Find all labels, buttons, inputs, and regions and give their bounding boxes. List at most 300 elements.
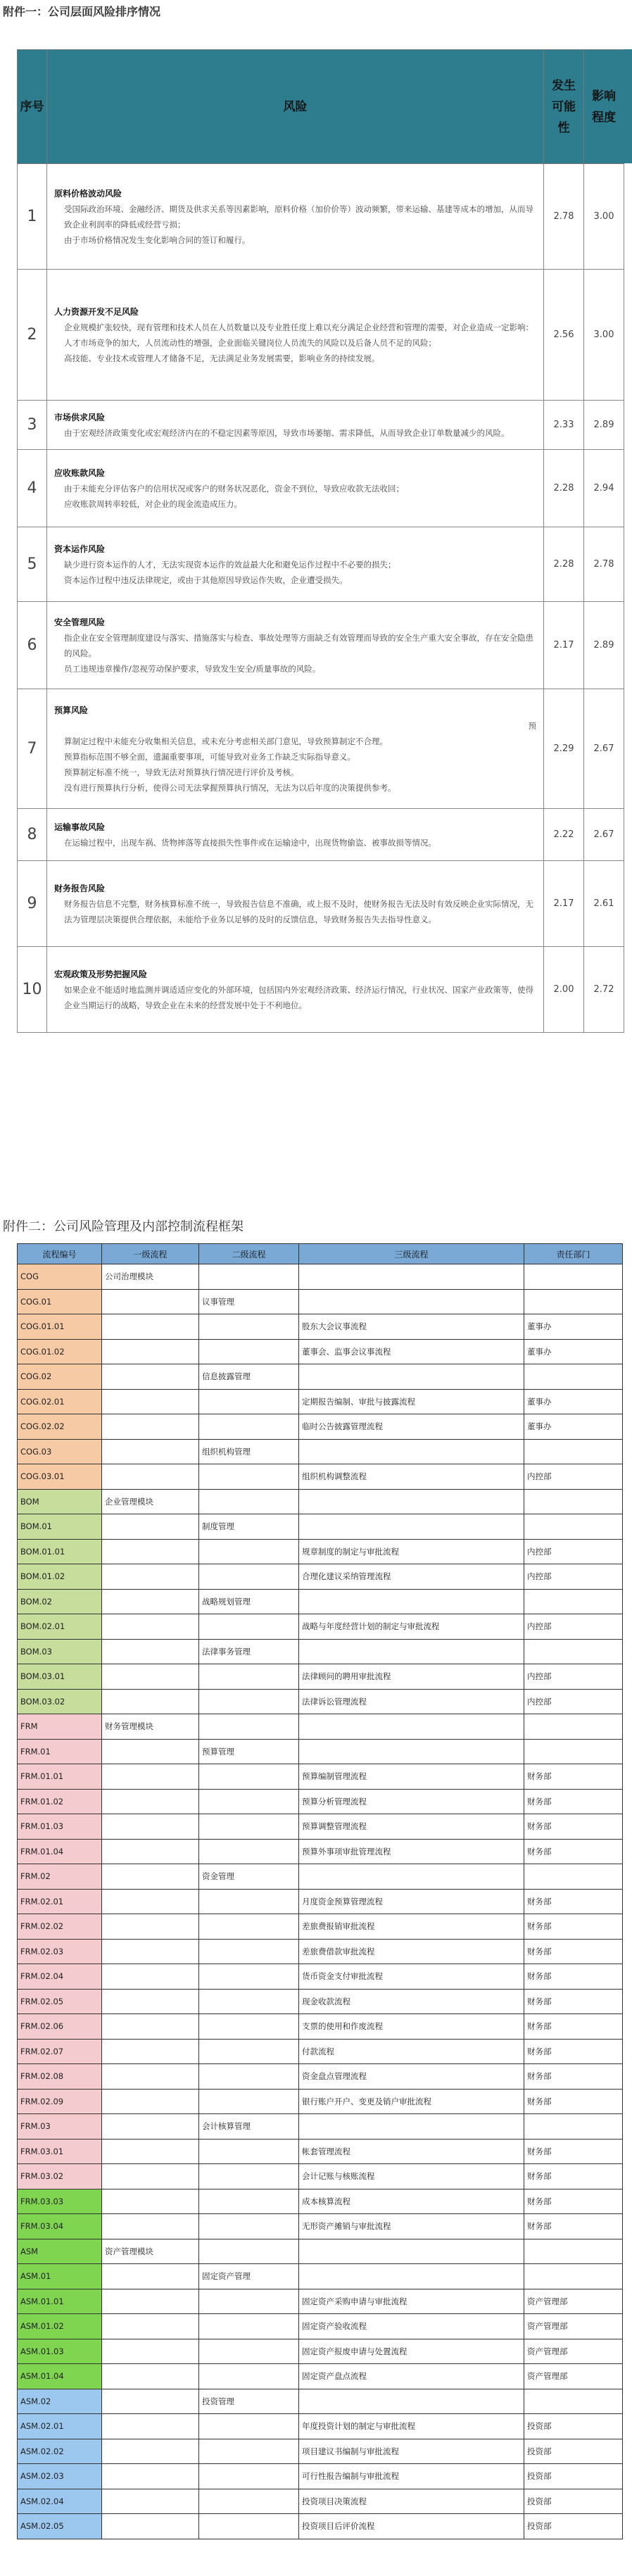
process-level1: [102, 1964, 199, 1990]
process-code: COG.01.02: [18, 1339, 102, 1364]
header-no: 序号: [18, 50, 47, 164]
process-dept: 财务部: [524, 1789, 623, 1814]
risk-detail-line: 企业规模扩张较快，现有管理和技术人员在人员数量以及专业胜任度上难以充分满足企业经营和管理的需要，对企业造成一定影响：: [64, 322, 533, 332]
process-dept: [524, 1514, 623, 1540]
process-level3: 支票的使用和作废流程: [299, 2014, 524, 2040]
process-level2: [199, 1764, 299, 1790]
process-dept: 内控部: [524, 1689, 623, 1714]
process-row: [18, 1939, 623, 1964]
process-level3: 临时公告披露管理流程: [299, 1414, 524, 1440]
process-row: [18, 1839, 623, 1864]
process-code: ASM.02.01: [18, 2414, 102, 2439]
process-level1: [102, 1689, 199, 1714]
risk-detail-line: 如果企业不能适时地监测并调适适应变化的外部环境，包括国内外宏观经济政策、经济运行情况，行业状况、国家产业政策等，使得企业当期运行的战略，导致企业在未来的经营发展中处于不利地位。: [64, 984, 533, 1010]
process-level2: [199, 1539, 299, 1564]
process-level1: [102, 1914, 199, 1940]
process-row: [18, 1964, 623, 1990]
process-row: [18, 2189, 623, 2214]
process-level1: [102, 1389, 199, 1414]
process-level3: 银行账户开户、变更及销户审批流程: [299, 2089, 524, 2114]
process-level1: 资产管理模块: [102, 2239, 199, 2264]
header-impact: 影响程度: [584, 50, 624, 164]
risk-no: 4: [18, 450, 47, 527]
risk-row: [18, 809, 624, 861]
process-level2: [199, 2189, 299, 2214]
risk-no: 7: [18, 689, 47, 809]
process-level2: [199, 2364, 299, 2389]
process-row: [18, 2264, 623, 2289]
process-row: [18, 2289, 623, 2314]
process-level3: [299, 2239, 524, 2264]
process-dept: [524, 1489, 623, 1514]
process-level3: 项目建议书编制与审批流程: [299, 2439, 524, 2464]
process-code: ASM.02: [18, 2389, 102, 2414]
process-row: [18, 1989, 623, 2014]
process-level3: 年度投资计划的制定与审批流程: [299, 2414, 524, 2439]
process-level1: [102, 1439, 199, 1464]
process-level3: 组织机构调整流程: [299, 1464, 524, 1490]
header-dept: 责任部门: [524, 1244, 623, 1264]
process-level3: [299, 1439, 524, 1464]
process-level1: [102, 2489, 199, 2514]
process-code: FRM.03: [18, 2114, 102, 2140]
process-row: [18, 2164, 623, 2189]
process-code: COG.03: [18, 1439, 102, 1464]
header-level1: 一级流程: [102, 1244, 199, 1264]
process-level2: [199, 2439, 299, 2464]
process-level1: [102, 1314, 199, 1340]
process-row: [18, 1889, 623, 1914]
risk-row: [18, 270, 624, 401]
risk-detail-line: 人才市场竞争的加大，人员流动性的增强，企业面临关键岗位人员流失的风险以及后备人员不足的风险；: [64, 337, 436, 348]
process-level3: 预算编制管理流程: [299, 1764, 524, 1790]
risk-impact: 3.00: [584, 270, 624, 401]
process-code: BOM.02.01: [18, 1614, 102, 1640]
risk-name: 宏观政策及形势把握风险: [54, 969, 148, 979]
process-dept: [524, 2239, 623, 2264]
process-row: [18, 1589, 623, 1614]
process-level3: [299, 2114, 524, 2140]
process-row: [18, 1914, 623, 1940]
risk-description: [47, 270, 544, 401]
process-level3: 定期报告编制、审批与披露流程: [299, 1389, 524, 1414]
process-table-header: [18, 1244, 623, 1264]
process-code: FRM.02.07: [18, 2039, 102, 2064]
process-row: [18, 2214, 623, 2239]
risk-probability: 2.29: [544, 689, 584, 809]
process-code: FRM.03.01: [18, 2139, 102, 2164]
process-dept: 财务部: [524, 2039, 623, 2064]
risk-impact: 2.61: [584, 861, 624, 947]
process-level2: [199, 1264, 299, 1290]
process-row: [18, 2439, 623, 2464]
process-dept: 投资部: [524, 2514, 623, 2539]
process-level2: 会计核算管理: [199, 2114, 299, 2140]
process-code: ASM: [18, 2239, 102, 2264]
process-code: FRM.03.04: [18, 2214, 102, 2239]
process-level2: 组织机构管理: [199, 1439, 299, 1464]
process-code: ASM.01.03: [18, 2339, 102, 2364]
process-code: ASM.02.03: [18, 2464, 102, 2489]
risk-probability: 2.28: [544, 527, 584, 602]
process-row: [18, 2064, 623, 2090]
process-dept: 内控部: [524, 1564, 623, 1590]
process-code: BOM.01.02: [18, 1564, 102, 1590]
process-dept: 投资部: [524, 2489, 623, 2514]
process-dept: [524, 1864, 623, 1890]
process-level2: [199, 1839, 299, 1864]
process-framework-table: [17, 1243, 623, 2539]
process-dept: [524, 1289, 623, 1314]
process-dept: 董事办: [524, 1314, 623, 1340]
process-level2: 预算管理: [199, 1739, 299, 1764]
process-row: [18, 1289, 623, 1314]
process-dept: 财务部: [524, 2014, 623, 2040]
process-row: [18, 2239, 623, 2264]
process-code: ASM.01: [18, 2264, 102, 2289]
risk-probability: 2.28: [544, 450, 584, 527]
process-level2: [199, 1689, 299, 1714]
risk-description: [47, 164, 544, 270]
process-row: [18, 1539, 623, 1564]
process-level3: 差旅费报销审批流程: [299, 1914, 524, 1940]
risk-description: [47, 947, 544, 1033]
risk-detail-line: 员工违规违章操作/忽视劳动保护要求，导致发生安全/质量事故的风险。: [64, 663, 321, 674]
process-level2: [199, 2339, 299, 2364]
process-level1: [102, 1989, 199, 2014]
process-level1: [102, 2014, 199, 2040]
risk-detail-line: 没有进行预算执行分析，使得公司无法掌握预算执行情况，无法为以后年度的决策提供参考。: [64, 782, 396, 793]
process-row: [18, 2089, 623, 2114]
process-code: FRM.02.04: [18, 1964, 102, 1990]
process-level3: 董事会、监事会议事流程: [299, 1339, 524, 1364]
process-level1: [102, 2364, 199, 2389]
process-code: FRM.01.04: [18, 1839, 102, 1864]
process-code: COG.02.02: [18, 1414, 102, 1440]
process-code: FRM.03.02: [18, 2164, 102, 2189]
process-level2: [199, 1414, 299, 1440]
process-level2: 信息披露管理: [199, 1364, 299, 1390]
process-row: [18, 1314, 623, 1340]
process-level3: 投资项目后评价流程: [299, 2514, 524, 2539]
process-dept: 资产管理部: [524, 2314, 623, 2339]
process-row: [18, 1614, 623, 1640]
risk-name: 应收账款风险: [54, 467, 106, 478]
process-level2: [199, 1939, 299, 1964]
risk-name: 财务报告风险: [54, 883, 106, 893]
process-dept: 财务部: [524, 1914, 623, 1940]
process-level1: [102, 2114, 199, 2140]
process-dept: 董事办: [524, 1414, 623, 1440]
process-level3: 规章制度的制定与审批流程: [299, 1539, 524, 1564]
risk-name: 运输事故风险: [54, 822, 106, 832]
process-code: FRM.01: [18, 1739, 102, 1764]
risk-impact: 2.78: [584, 527, 624, 602]
process-level3: 预算外事项审批管理流程: [299, 1839, 524, 1864]
process-level3: [299, 1864, 524, 1890]
process-row: [18, 1814, 623, 1840]
process-level1: [102, 2264, 199, 2289]
process-row: [18, 1389, 623, 1414]
process-row: [18, 1714, 623, 1740]
process-level2: [199, 2464, 299, 2489]
process-row: [18, 1789, 623, 1814]
process-dept: 投资部: [524, 2414, 623, 2439]
process-dept: [524, 2389, 623, 2414]
risk-description: [47, 602, 544, 689]
process-level1: [102, 1764, 199, 1790]
process-code: COG.02.01: [18, 1389, 102, 1414]
process-code: COG.03.01: [18, 1464, 102, 1490]
risk-impact: 2.89: [584, 602, 624, 689]
process-level1: 企业管理模块: [102, 1489, 199, 1514]
process-row: [18, 1414, 623, 1440]
process-row: [18, 1564, 623, 1590]
risk-detail-line: 指企业在安全管理制度建设与落实、措施落实与检查、事故处理等方面缺乏有效管理而导致的安全生产重大安全事故，存在安全隐患的风险。: [64, 632, 533, 658]
process-code: FRM.02.06: [18, 2014, 102, 2040]
process-level2: [199, 2514, 299, 2539]
risk-impact: 2.94: [584, 450, 624, 527]
process-level3: 投资项目决策流程: [299, 2489, 524, 2514]
process-level1: [102, 1289, 199, 1314]
process-level3: [299, 1714, 524, 1740]
process-level2: [199, 1989, 299, 2014]
risk-probability: 2.78: [544, 164, 584, 270]
process-dept: 财务部: [524, 2164, 623, 2189]
process-level3: 成本核算流程: [299, 2189, 524, 2214]
process-level3: [299, 1264, 524, 1290]
risk-row: [18, 401, 624, 450]
process-dept: 董事办: [524, 1389, 623, 1414]
process-level1: [102, 2314, 199, 2339]
process-row: [18, 1739, 623, 1764]
process-level1: [102, 1364, 199, 1390]
process-level3: 法律诉讼管理流程: [299, 1689, 524, 1714]
process-dept: 财务部: [524, 1839, 623, 1864]
process-code: FRM.02.02: [18, 1914, 102, 1940]
process-level1: [102, 2514, 199, 2539]
process-row: [18, 2514, 623, 2539]
process-level2: [199, 1389, 299, 1414]
process-level1: [102, 1514, 199, 1540]
process-dept: 资产管理部: [524, 2339, 623, 2364]
risk-no: 5: [18, 527, 47, 602]
process-level1: [102, 2189, 199, 2214]
process-level1: [102, 2064, 199, 2090]
process-level3: 固定资产采购申请与审批流程: [299, 2289, 524, 2314]
process-level3: [299, 1489, 524, 1514]
risk-no: 1: [18, 164, 47, 270]
process-code: FRM.03.03: [18, 2189, 102, 2214]
process-level2: [199, 2489, 299, 2514]
process-level3: 资金盘点管理流程: [299, 2064, 524, 2090]
process-level1: [102, 1864, 199, 1890]
risk-detail-line: 由于市场价格情况发生变化影响合同的签订和履行。: [64, 234, 251, 245]
risk-description: [47, 401, 544, 450]
risk-name: 市场供求风险: [54, 412, 106, 422]
process-level3: [299, 1364, 524, 1390]
process-code: ASM.01.01: [18, 2289, 102, 2314]
process-row: [18, 1439, 623, 1464]
process-level1: [102, 1564, 199, 1590]
risk-no: 9: [18, 861, 47, 947]
process-level2: 法律事务管理: [199, 1639, 299, 1664]
process-level2: [199, 1789, 299, 1814]
process-level1: [102, 2214, 199, 2239]
annex1-title: 附件一：公司层面风险排序情况: [3, 5, 161, 18]
process-level1: [102, 2039, 199, 2064]
process-code: BOM.02: [18, 1589, 102, 1614]
risk-description: [47, 689, 544, 809]
process-level3: 合理化建议采纳管理流程: [299, 1564, 524, 1590]
process-code: FRM.01.01: [18, 1764, 102, 1790]
process-level2: [199, 1814, 299, 1840]
process-level3: 固定资产验收流程: [299, 2314, 524, 2339]
risk-detail-line: 应收账款周转率较低，对企业的现金流造成压力。: [64, 498, 242, 509]
risk-detail-line: 在运输过程中，出现车祸、货物摔落等直接损失性事件或在运输途中，出现货物偷盗、被事故损等情况。: [64, 837, 436, 848]
process-level2: [199, 2039, 299, 2064]
process-level2: [199, 1714, 299, 1740]
process-dept: 财务部: [524, 1964, 623, 1990]
process-level2: [199, 2414, 299, 2439]
risk-name: 人力资源开发不足风险: [54, 306, 139, 317]
risk-table-header: [18, 50, 624, 164]
risk-row: [18, 602, 624, 689]
process-level2: [199, 2314, 299, 2339]
process-level3: 预算调整管理流程: [299, 1814, 524, 1840]
process-code: COG: [18, 1264, 102, 1290]
risk-detail-line: 缺少进行资本运作的人才，无法实现资本运作的效益最大化和避免运作过程中不必要的损失；: [64, 559, 396, 570]
risk-detail-line: 资本运作过程中违反法律规定，或由于其他原因导致运作失败，企业遭受损失。: [64, 574, 348, 585]
process-code: ASM.01.02: [18, 2314, 102, 2339]
process-level3: [299, 2264, 524, 2289]
risk-detail-line: 由于未能充分评估客户的信用状况或客户的财务状况恶化，资金不到位，导致应收款无法收回；: [64, 483, 404, 494]
process-level3: 月度资金预算管理流程: [299, 1889, 524, 1914]
risk-row: [18, 450, 624, 527]
risk-detail-line: 财务报告信息不完整，财务核算标准不统一，导致报告信息不准确，或上报不及时，使财务报告无法及时有效反映企业实际情况，无法为管理层决策提供合理依据，未能给予业务以足够的及时的反馈信息，导致财务报告失去指导性意义。: [64, 898, 533, 924]
risk-row: [18, 527, 624, 602]
process-dept: 内控部: [524, 1664, 623, 1690]
risk-description: [47, 527, 544, 602]
process-dept: 财务部: [524, 1989, 623, 2014]
process-level2: [199, 2014, 299, 2040]
process-code: COG.01: [18, 1289, 102, 1314]
process-level3: [299, 2389, 524, 2414]
process-level3: 战略与年度经营计划的制定与审批流程: [299, 1614, 524, 1640]
process-dept: 内控部: [524, 1614, 623, 1640]
process-row: [18, 2139, 623, 2164]
process-level2: 固定资产管理: [199, 2264, 299, 2289]
process-code: ASM.02.04: [18, 2489, 102, 2514]
risk-row: [18, 861, 624, 947]
process-level1: [102, 1664, 199, 1690]
risk-impact: 2.72: [584, 947, 624, 1033]
process-code: FRM.02: [18, 1864, 102, 1890]
process-dept: 资产管理部: [524, 2289, 623, 2314]
process-level1: 财务管理模块: [102, 1714, 199, 1740]
process-level2: [199, 1889, 299, 1914]
process-dept: 内控部: [524, 1464, 623, 1490]
process-row: [18, 1864, 623, 1890]
risk-detail-line: 预算制定标准不统一，导致无法对预算执行情况进行评价及考核。: [64, 767, 299, 777]
process-row: [18, 1689, 623, 1714]
process-dept: 财务部: [524, 1764, 623, 1790]
process-code: BOM.03.02: [18, 1689, 102, 1714]
header-code: 流程编号: [18, 1244, 102, 1264]
risk-no: 2: [18, 270, 47, 401]
process-level1: [102, 1889, 199, 1914]
process-dept: 资产管理部: [524, 2364, 623, 2389]
process-level3: 帐套管理流程: [299, 2139, 524, 2164]
risk-detail-line: 由于宏观经济政策变化或宏观经济内在的不稳定因素等原因，导致市场萎缩、需求降低，从而导致企业订单数量减少的风险。: [64, 427, 510, 438]
header-level3: 三级流程: [299, 1244, 524, 1264]
process-level2: [199, 1314, 299, 1340]
risk-impact: 2.89: [584, 401, 624, 450]
process-row: [18, 2314, 623, 2339]
table-edge-column: [624, 49, 632, 163]
process-level1: [102, 1639, 199, 1664]
risk-name: 安全管理风险: [54, 617, 106, 627]
risk-name: 原料价格波动风险: [54, 188, 122, 199]
process-level1: [102, 1614, 199, 1640]
risk-row: [18, 689, 624, 809]
process-dept: [524, 1589, 623, 1614]
process-level3: [299, 1739, 524, 1764]
process-level3: 差旅费借款审批流程: [299, 1939, 524, 1964]
process-level3: 会计记账与核账流程: [299, 2164, 524, 2189]
risk-probability: 2.56: [544, 270, 584, 401]
process-level1: [102, 2439, 199, 2464]
process-dept: [524, 1639, 623, 1664]
process-dept: 财务部: [524, 2214, 623, 2239]
process-level3: 股东大会议事流程: [299, 1314, 524, 1340]
process-code: FRM: [18, 1714, 102, 1740]
process-code: FRM.02.05: [18, 1989, 102, 2014]
annex2-title: 附件二：公司风险管理及内部控制流程框架: [3, 1219, 244, 1234]
process-code: FRM.02.01: [18, 1889, 102, 1914]
process-level3: 付款流程: [299, 2039, 524, 2064]
process-level2: [199, 2164, 299, 2189]
process-dept: [524, 1364, 623, 1390]
process-level1: [102, 2089, 199, 2114]
process-level3: 固定资产报废申请与处置流程: [299, 2339, 524, 2364]
process-level3: 货币资金支付审批流程: [299, 1964, 524, 1990]
process-row: [18, 1264, 623, 1290]
process-row: [18, 1764, 623, 1790]
process-code: COG.02: [18, 1364, 102, 1390]
process-level3: 预算分析管理流程: [299, 1789, 524, 1814]
process-level2: [199, 2289, 299, 2314]
process-level1: [102, 2139, 199, 2164]
process-row: [18, 1339, 623, 1364]
process-dept: 财务部: [524, 1889, 623, 1914]
process-dept: 财务部: [524, 1814, 623, 1840]
process-row: [18, 2339, 623, 2364]
header-risk: 风险: [47, 50, 544, 164]
risk-no: 8: [18, 809, 47, 861]
process-level1: [102, 1414, 199, 1440]
risk-probability: 2.22: [544, 809, 584, 861]
process-dept: [524, 1739, 623, 1764]
process-level1: [102, 1789, 199, 1814]
process-dept: 投资部: [524, 2464, 623, 2489]
risk-probability: 2.17: [544, 861, 584, 947]
process-level3: 法律顾问的聘用审批流程: [299, 1664, 524, 1690]
process-level1: [102, 2289, 199, 2314]
process-row: [18, 1664, 623, 1690]
risk-detail-line: 预算指标范围不够全面，遗漏重要事项，可能导致对业务工作缺乏实际指导意义。: [64, 751, 355, 762]
process-dept: [524, 2114, 623, 2140]
